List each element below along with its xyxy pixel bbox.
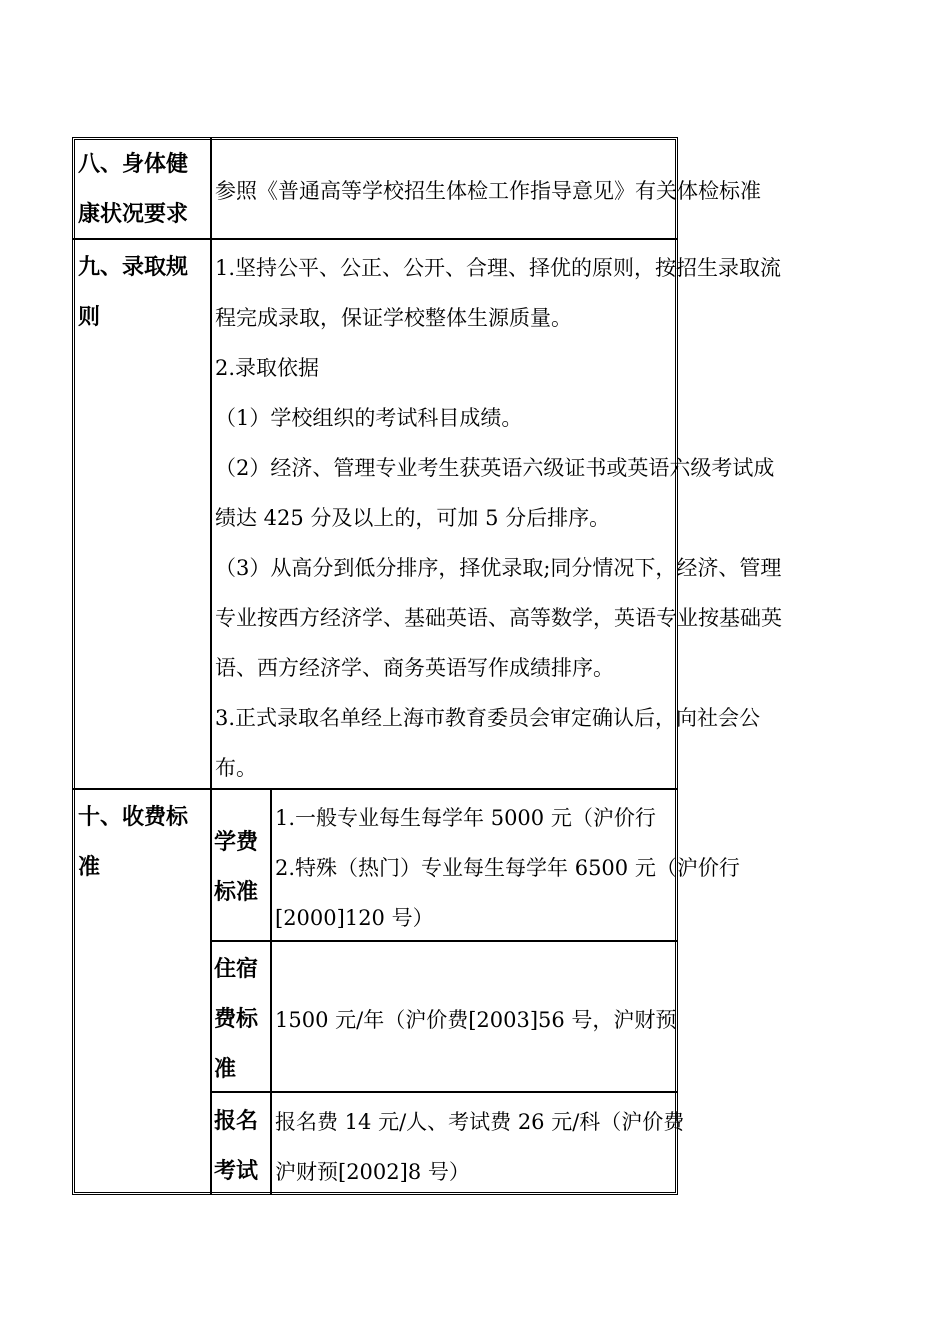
health-header-line2: 康状况要求 <box>78 202 189 227</box>
tuition-label-line1: 学费 <box>214 830 259 855</box>
admission-header-line2: 则 <box>78 305 101 330</box>
exam-label-line1: 报名 <box>214 1109 259 1134</box>
tuition-label-line2: 标准 <box>214 880 259 905</box>
tuition-line: 1.一般专业每生每学年 5000 元（沪价行 <box>275 806 656 830</box>
tuition-line: [2000]120 号） <box>275 906 434 930</box>
admission-line: （1）学校组织的考试科目成绩。 <box>215 406 523 430</box>
dorm-label-line3: 准 <box>214 1057 237 1082</box>
fees-header-line2: 准 <box>78 855 101 880</box>
fees-header-line1: 十、收费标 <box>78 805 189 830</box>
admission-line: 绩达 425 分及以上的，可加 5 分后排序。 <box>215 506 611 530</box>
admission-line: 程完成录取，保证学校整体生源质量。 <box>215 306 572 330</box>
admission-line: 布。 <box>215 756 257 780</box>
admission-line: 1.坚持公平、公正、公开、合理、择优的原则，按招生录取流 <box>215 256 782 280</box>
admission-line: 3.正式录取名单经上海市教育委员会审定确认后，向社会公 <box>215 706 761 730</box>
row-divider-2 <box>72 788 678 790</box>
dorm-label-line2: 费标 <box>214 1007 259 1032</box>
health-header-line1: 八、身体健 <box>78 152 189 177</box>
health-content: 参照《普通高等学校招生体检工作指导意见》有关体检标准 <box>215 179 761 203</box>
exam-line: 沪财预[2002]8 号） <box>275 1160 470 1184</box>
admission-line: （2）经济、管理专业考生获英语六级证书或英语六级考试成 <box>215 456 775 480</box>
exam-line: 报名费 14 元/人、考试费 26 元/科（沪价费 <box>275 1110 685 1134</box>
col-divider-sub <box>270 789 272 1195</box>
tuition-line: 2.特殊（热门）专业每生每学年 6500 元（沪价行 <box>275 856 740 880</box>
col-divider-main <box>210 137 212 1195</box>
admission-header-line1: 九、录取规 <box>78 255 189 280</box>
dorm-label-line1: 住宿 <box>214 957 259 982</box>
admission-line: 2.录取依据 <box>215 356 320 380</box>
exam-label-line2: 考试 <box>214 1159 259 1184</box>
row-divider-4 <box>210 1091 678 1093</box>
dorm-content: 1500 元/年（沪价费[2003]56 号，沪财预 <box>275 1008 677 1032</box>
admission-line: （3）从高分到低分排序，择优录取;同分情况下，经济、管理 <box>215 556 782 580</box>
admission-line: 专业按西方经济学、基础英语、高等数学，英语专业按基础英 <box>215 606 782 630</box>
admission-line: 语、西方经济学、商务英语写作成绩排序。 <box>215 656 614 680</box>
